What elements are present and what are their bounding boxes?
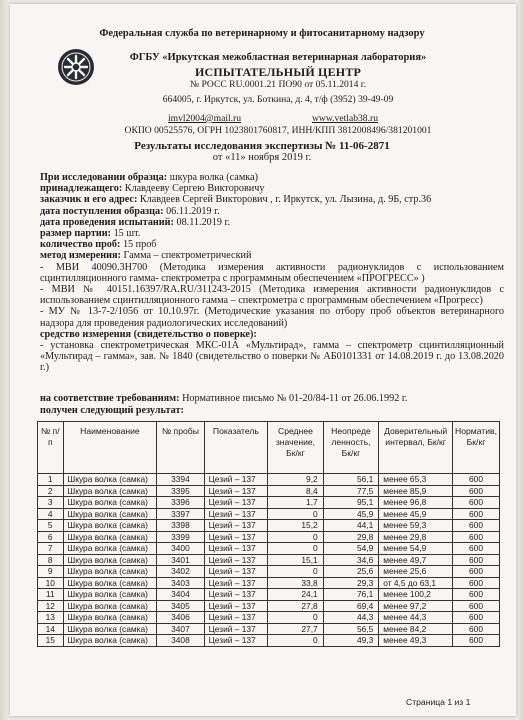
document-title: Результаты исследования экспертизы № 11-06-2871 [134,140,390,152]
table-cell: Цезий – 137 [204,554,268,566]
right-page-edge [516,0,524,720]
table-cell: 0 [268,612,324,624]
table-cell: 600 [453,554,500,566]
table-cell: менее 100,2 [379,589,453,601]
accreditation-number: № РОСС RU.0001.21 ПО90 от 05.11.2014 г. [189,79,367,90]
table-cell: 0 [268,543,324,555]
table-cell: менее 49,7 [379,554,453,566]
table-cell: Цезий – 137 [204,485,268,497]
table-cell: 12 [38,600,64,612]
sample-count-row: количество проб: 15 проб [40,239,157,251]
table-cell: 76,1 [323,589,379,601]
table-cell: 56,1 [323,474,379,486]
table-row [38,577,500,589]
batch-size-row: размер партии: 15 шт. [40,228,141,240]
table-cell: менее 45,9 [379,508,453,520]
method-item-3: - МУ № 13-7-2/1056 от 10.10.97г. (Методические указания по отбору проб объектов ветеринарного надзора для проведения радиологических исследований) [40,306,504,329]
table-cell: 69,4 [323,600,379,612]
table-cell: 3400 [157,543,204,555]
table-cell: 6 [38,531,64,543]
table-cell: 15 [38,635,64,647]
table-cell: Шкура волка (самка) [63,531,157,543]
table-cell: 56,5 [323,623,379,635]
table-cell: Цезий – 137 [204,623,268,635]
table-cell: Цезий – 137 [204,520,268,532]
website-link[interactable]: www.vetlab38.ru [312,113,378,124]
table-cell: 3406 [157,612,204,624]
laboratory-emblem-icon [56,47,96,87]
table-cell: 600 [453,635,500,647]
table-cell: от 4,5 до 63,1 [379,577,453,589]
table-cell: 44,1 [323,520,379,532]
table-cell: Цезий – 137 [204,635,268,647]
table-cell: 44,3 [323,612,379,624]
table-cell: 7 [38,543,64,555]
table-cell: 3394 [157,474,204,486]
table-cell: Шкура волка (самка) [63,543,157,555]
column-header: № п/п [38,422,64,474]
table-cell: менее 49,3 [379,635,453,647]
table-cell: менее 54,9 [379,543,453,555]
table-cell: 10 [38,577,64,589]
table-cell: 1,7 [268,497,324,509]
table-cell: 34,6 [323,554,379,566]
table-cell: Шкура волка (самка) [63,635,157,647]
table-cell: 29,3 [323,577,379,589]
table-cell: 3396 [157,497,204,509]
table-cell: 45,9 [323,508,379,520]
table-cell: 3403 [157,577,204,589]
method-row: метод измерения: Гамма – спектрометрический [40,250,252,262]
results-table [37,421,500,647]
table-cell: 27,7 [268,623,324,635]
table-row [38,600,500,612]
received-date-row: дата поступления образца: 06.11.2019 г. [40,205,220,217]
table-cell: 0 [268,531,324,543]
table-cell: 15,1 [268,554,324,566]
table-cell: 3397 [157,508,204,520]
table-cell: менее 96,8 [379,497,453,509]
table-cell: 3398 [157,520,204,532]
table-cell: 600 [453,566,500,578]
table-cell: 600 [453,508,500,520]
table-cell: 600 [453,485,500,497]
table-cell: 8 [38,554,64,566]
table-cell: Цезий – 137 [204,589,268,601]
table-cell: Цезий – 137 [204,612,268,624]
column-header: Показатель [204,422,268,474]
table-cell: 600 [453,543,500,555]
table-cell: 15,2 [268,520,324,532]
table-row [38,485,500,497]
left-page-edge [0,0,10,720]
table-cell: менее 97,2 [379,600,453,612]
table-cell: Шкура волка (самка) [63,520,157,532]
table-row [38,635,500,647]
column-header: Неопреде ленность, Бк/кг [323,422,379,474]
table-cell: 3 [38,497,64,509]
table-cell: Шкура волка (самка) [63,589,157,601]
email-link[interactable]: imvl2004@mail.ru [168,113,242,124]
table-cell: 9 [38,566,64,578]
table-cell: 0 [268,635,324,647]
sample-info [40,172,504,374]
table-cell: 600 [453,600,500,612]
method-item-1: - МВИ 40090.3Н700 (Методика измерения активности радионуклидов с использованием сцинтилляционного гамма- спектрометра с программным обеспечением «ПРОГРЕСС» ) [40,261,504,284]
column-header: Наименование [63,422,157,474]
table-cell: 9,2 [268,474,324,486]
table-cell: 14 [38,623,64,635]
table-cell: Шкура волка (самка) [63,508,157,520]
table-cell: менее 85,9 [379,485,453,497]
requirements-block [40,393,510,416]
table-cell: 600 [453,577,500,589]
column-header: № пробы [157,422,204,474]
table-cell: Шкура волка (самка) [63,566,157,578]
column-header: Доверительный интервал, Бк/кг [379,422,453,474]
table-cell: менее 65,3 [379,474,453,486]
document-date: от «11» ноября 2019 г. [212,152,312,163]
table-cell: Шкура волка (самка) [63,474,157,486]
table-cell: 29,8 [323,531,379,543]
table-cell: Шкура волка (самка) [63,497,157,509]
table-cell: 3408 [157,635,204,647]
table-cell: 25,6 [323,566,379,578]
table-cell: 3401 [157,554,204,566]
table-cell: Цезий – 137 [204,531,268,543]
table-cell: Цезий – 137 [204,497,268,509]
table-row [38,566,500,578]
table-row [38,497,500,509]
table-cell: 4 [38,508,64,520]
table-cell: 27,8 [268,600,324,612]
table-cell: Цезий – 137 [204,566,268,578]
table-row [38,589,500,601]
method-item-2: - МВИ № 40151.16397/RA.RU/311243-2015 (Методика измерения активности радионуклидов с использованием сцинтилляционного гамма – спектрометра с программным обеспечением «Прогресс) [40,284,504,307]
table-cell: 600 [453,623,500,635]
column-header: Норматив, Бк/кг [453,422,500,474]
table-cell: 3407 [157,623,204,635]
table-cell: 0 [268,508,324,520]
owner-row: принадлежащего: Клавдееву Сергею Викторовичу [40,183,265,195]
table-row [38,543,500,555]
table-cell: 3395 [157,485,204,497]
table-row [38,508,500,520]
table-cell: Цезий – 137 [204,600,268,612]
table-cell: Шкура волка (самка) [63,554,157,566]
table-cell: 600 [453,497,500,509]
table-cell: 600 [453,589,500,601]
table-cell: 49,3 [323,635,379,647]
table-cell: 1 [38,474,64,486]
table-cell: менее 84,2 [379,623,453,635]
table-row [38,520,500,532]
table-cell: 54,9 [323,543,379,555]
table-cell: Шкура волка (самка) [63,485,157,497]
table-cell: 95,1 [323,497,379,509]
table-cell: 8,4 [268,485,324,497]
requirements-row: на соответствие требованиям: Нормативное письмо № 01-20/84-11 от 26.06.1992 г. [40,393,408,404]
tested-date-row: дата проведения испытаний: 08.11.2019 г. [40,216,231,228]
instrument-value: - установка спектрометрическая МКС-01А «Мультирад», гамма – спектрометр сцинтилляционный «Мультирад – гамма», зав. № 1840 (свидетельство о поверки № АБ0101331 от 14.08.2019 г. до 13.08.2020 г.) [40,340,504,374]
instrument-label: средство измерения (свидетельство о поверке): [40,328,257,340]
table-cell: менее 25,6 [379,566,453,578]
table-cell: 600 [453,474,500,486]
table-cell: 33,8 [268,577,324,589]
table-cell: Цезий – 137 [204,508,268,520]
table-cell: 24,1 [268,589,324,601]
sample-row: При исследовании образца: шкура волка (самка) [40,172,258,183]
organization-name: ФГБУ «Иркутская межобластная ветеринарная лаборатория» [129,52,427,63]
table-row [38,612,500,624]
table-cell: 2 [38,485,64,497]
table-cell: 5 [38,520,64,532]
table-cell: 3402 [157,566,204,578]
table-cell: менее 44,3 [379,612,453,624]
table-cell: 0 [268,566,324,578]
table-cell: 3399 [157,531,204,543]
table-cell: Цезий – 137 [204,543,268,555]
registration-codes: ОКПО 00525576, ОГРН 1023801760817, ИНН/КПП 3812008496/381201001 [124,125,432,136]
table-row [38,623,500,635]
table-cell: 600 [453,531,500,543]
table-cell: менее 59,3 [379,520,453,532]
agency-name: Федеральная служба по ветеринарному и фитосанитарному надзору [99,28,425,39]
table-cell: 3405 [157,600,204,612]
table-cell: 600 [453,612,500,624]
table-cell: Шкура волка (самка) [63,577,157,589]
client-row: заказчик и его адрес: Клавдеев Сергей Викторович , г. Иркутск, ул. Лызина, д. 9Б, стр.36 [40,194,432,206]
column-header: Среднее значение, Бк/кг [268,422,324,474]
table-cell: 11 [38,589,64,601]
table-row [38,531,500,543]
table-row [38,474,500,486]
table-cell: Цезий – 137 [204,577,268,589]
results-label: получен следующий результат: [40,404,184,416]
table-cell: 77,5 [323,485,379,497]
table-cell: 13 [38,612,64,624]
table-cell: 600 [453,520,500,532]
table-header-row [38,422,500,474]
table-row [38,554,500,566]
page-number: Страница 1 из 1 [406,697,471,707]
table-cell: 3404 [157,589,204,601]
table-cell: Шкура волка (самка) [63,600,157,612]
table-cell: Шкура волка (самка) [63,623,157,635]
address-line: 664005, г. Иркутск, ул. Боткина, д. 4, т/ф (3952) 39-49-09 [162,94,394,105]
table-cell: менее 29,8 [379,531,453,543]
table-cell: Шкура волка (самка) [63,612,157,624]
table-cell: Цезий – 137 [204,474,268,486]
testing-center-title: ИСПЫТАТЕЛЬНЫЙ ЦЕНТР [194,65,362,79]
